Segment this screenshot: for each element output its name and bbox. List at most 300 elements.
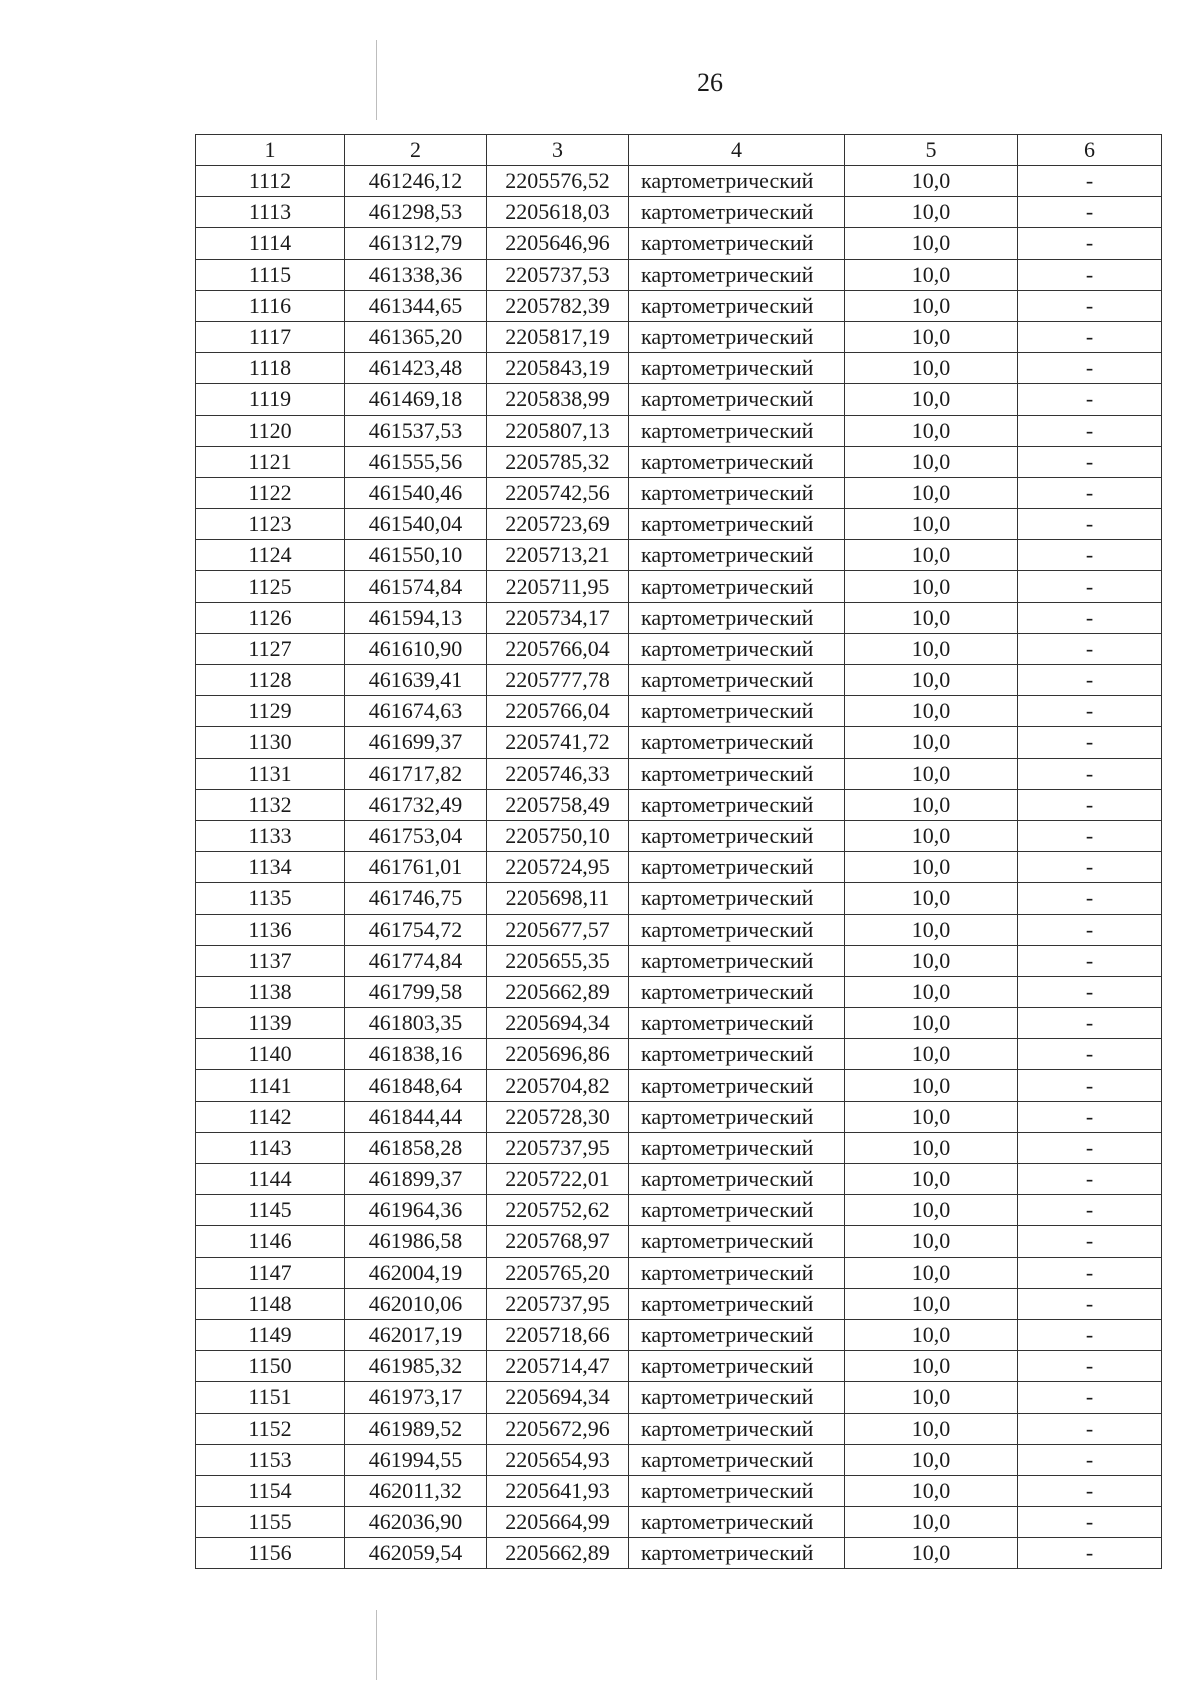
y-coordinate-cell: 2205817,19 (487, 321, 629, 352)
x-coordinate-cell: 461994,55 (345, 1444, 487, 1475)
accuracy-cell: 10,0 (845, 1070, 1018, 1101)
point-number-cell: 1137 (196, 945, 345, 976)
point-number-cell: 1150 (196, 1351, 345, 1382)
table-row (196, 1444, 1162, 1475)
description-cell: - (1018, 259, 1162, 290)
y-coordinate-cell: 2205765,20 (487, 1257, 629, 1288)
description-cell: - (1018, 945, 1162, 976)
accuracy-cell: 10,0 (845, 540, 1018, 571)
x-coordinate-cell: 461423,48 (345, 353, 487, 384)
x-coordinate-cell: 461986,58 (345, 1226, 487, 1257)
accuracy-cell: 10,0 (845, 1257, 1018, 1288)
point-number-cell: 1146 (196, 1226, 345, 1257)
table-row (196, 228, 1162, 259)
description-cell: - (1018, 384, 1162, 415)
method-cell: картометрический (629, 1351, 845, 1382)
accuracy-cell: 10,0 (845, 477, 1018, 508)
description-cell: - (1018, 1008, 1162, 1039)
point-number-cell: 1126 (196, 602, 345, 633)
description-cell: - (1018, 602, 1162, 633)
table-row (196, 1101, 1162, 1132)
description-cell: - (1018, 228, 1162, 259)
method-cell: картометрический (629, 571, 845, 602)
accuracy-cell: 10,0 (845, 353, 1018, 384)
description-cell: - (1018, 1039, 1162, 1070)
y-coordinate-cell: 2205576,52 (487, 166, 629, 197)
point-number-cell: 1131 (196, 758, 345, 789)
method-cell: картометрический (629, 1319, 845, 1350)
description-cell: - (1018, 446, 1162, 477)
y-coordinate-cell: 2205766,04 (487, 633, 629, 664)
point-number-cell: 1142 (196, 1101, 345, 1132)
accuracy-cell: 10,0 (845, 789, 1018, 820)
accuracy-cell: 10,0 (845, 259, 1018, 290)
point-number-cell: 1152 (196, 1413, 345, 1444)
x-coordinate-cell: 461899,37 (345, 1164, 487, 1195)
point-number-cell: 1113 (196, 197, 345, 228)
scan-artifact-bottom (376, 1610, 377, 1680)
point-number-cell: 1122 (196, 477, 345, 508)
description-cell: - (1018, 820, 1162, 851)
description-cell: - (1018, 1382, 1162, 1413)
column-header-3: 3 (487, 135, 629, 166)
table-row (196, 509, 1162, 540)
description-cell: - (1018, 696, 1162, 727)
table-row (196, 1319, 1162, 1350)
accuracy-cell: 10,0 (845, 1444, 1018, 1475)
x-coordinate-cell: 461537,53 (345, 415, 487, 446)
method-cell: картометрический (629, 1382, 845, 1413)
method-cell: картометрический (629, 353, 845, 384)
y-coordinate-cell: 2205737,95 (487, 1132, 629, 1163)
x-coordinate-cell: 461540,46 (345, 477, 487, 508)
y-coordinate-cell: 2205722,01 (487, 1164, 629, 1195)
accuracy-cell: 10,0 (845, 852, 1018, 883)
description-cell: - (1018, 1413, 1162, 1444)
coordinates-table (195, 134, 1162, 1569)
method-cell: картометрический (629, 1444, 845, 1475)
y-coordinate-cell: 2205654,93 (487, 1444, 629, 1475)
method-cell: картометрический (629, 1008, 845, 1039)
point-number-cell: 1144 (196, 1164, 345, 1195)
description-cell: - (1018, 758, 1162, 789)
x-coordinate-cell: 461989,52 (345, 1413, 487, 1444)
method-cell: картометрический (629, 1257, 845, 1288)
table-row (196, 1257, 1162, 1288)
method-cell: картометрический (629, 1226, 845, 1257)
x-coordinate-cell: 461246,12 (345, 166, 487, 197)
x-coordinate-cell: 461312,79 (345, 228, 487, 259)
table-row (196, 1164, 1162, 1195)
y-coordinate-cell: 2205641,93 (487, 1475, 629, 1506)
y-coordinate-cell: 2205768,97 (487, 1226, 629, 1257)
description-cell: - (1018, 1507, 1162, 1538)
accuracy-cell: 10,0 (845, 228, 1018, 259)
method-cell: картометрический (629, 197, 845, 228)
description-cell: - (1018, 166, 1162, 197)
x-coordinate-cell: 461610,90 (345, 633, 487, 664)
description-cell: - (1018, 290, 1162, 321)
method-cell: картометрический (629, 1039, 845, 1070)
method-cell: картометрический (629, 727, 845, 758)
column-header-6: 6 (1018, 135, 1162, 166)
accuracy-cell: 10,0 (845, 1132, 1018, 1163)
table-row (196, 259, 1162, 290)
x-coordinate-cell: 461858,28 (345, 1132, 487, 1163)
y-coordinate-cell: 2205737,95 (487, 1288, 629, 1319)
x-coordinate-cell: 461298,53 (345, 197, 487, 228)
method-cell: картометрический (629, 883, 845, 914)
description-cell: - (1018, 1132, 1162, 1163)
y-coordinate-cell: 2205718,66 (487, 1319, 629, 1350)
description-cell: - (1018, 727, 1162, 758)
y-coordinate-cell: 2205694,34 (487, 1382, 629, 1413)
point-number-cell: 1155 (196, 1507, 345, 1538)
accuracy-cell: 10,0 (845, 197, 1018, 228)
accuracy-cell: 10,0 (845, 945, 1018, 976)
y-coordinate-cell: 2205785,32 (487, 446, 629, 477)
y-coordinate-cell: 2205655,35 (487, 945, 629, 976)
description-cell: - (1018, 1164, 1162, 1195)
table-row (196, 197, 1162, 228)
method-cell: картометрический (629, 166, 845, 197)
accuracy-cell: 10,0 (845, 166, 1018, 197)
y-coordinate-cell: 2205807,13 (487, 415, 629, 446)
description-cell: - (1018, 353, 1162, 384)
method-cell: картометрический (629, 1132, 845, 1163)
point-number-cell: 1117 (196, 321, 345, 352)
method-cell: картометрический (629, 1475, 845, 1506)
table-row (196, 353, 1162, 384)
description-cell: - (1018, 321, 1162, 352)
x-coordinate-cell: 461848,64 (345, 1070, 487, 1101)
method-cell: картометрический (629, 633, 845, 664)
point-number-cell: 1124 (196, 540, 345, 571)
point-number-cell: 1119 (196, 384, 345, 415)
table-body (196, 166, 1162, 1569)
method-cell: картометрический (629, 1070, 845, 1101)
point-number-cell: 1156 (196, 1538, 345, 1569)
x-coordinate-cell: 462059,54 (345, 1538, 487, 1569)
y-coordinate-cell: 2205728,30 (487, 1101, 629, 1132)
method-cell: картометрический (629, 290, 845, 321)
accuracy-cell: 10,0 (845, 384, 1018, 415)
description-cell: - (1018, 571, 1162, 602)
table-row (196, 446, 1162, 477)
table-row (196, 758, 1162, 789)
table-row (196, 696, 1162, 727)
x-coordinate-cell: 461639,41 (345, 665, 487, 696)
table-row (196, 820, 1162, 851)
page-number: 26 (697, 68, 723, 97)
x-coordinate-cell: 462011,32 (345, 1475, 487, 1506)
y-coordinate-cell: 2205758,49 (487, 789, 629, 820)
point-number-cell: 1148 (196, 1288, 345, 1319)
point-number-cell: 1139 (196, 1008, 345, 1039)
point-number-cell: 1116 (196, 290, 345, 321)
accuracy-cell: 10,0 (845, 446, 1018, 477)
y-coordinate-cell: 2205696,86 (487, 1039, 629, 1070)
accuracy-cell: 10,0 (845, 758, 1018, 789)
x-coordinate-cell: 461964,36 (345, 1195, 487, 1226)
accuracy-cell: 10,0 (845, 633, 1018, 664)
accuracy-cell: 10,0 (845, 914, 1018, 945)
accuracy-cell: 10,0 (845, 1288, 1018, 1319)
y-coordinate-cell: 2205672,96 (487, 1413, 629, 1444)
table-row (196, 1288, 1162, 1319)
method-cell: картометрический (629, 384, 845, 415)
x-coordinate-cell: 461540,04 (345, 509, 487, 540)
y-coordinate-cell: 2205752,62 (487, 1195, 629, 1226)
method-cell: картометрический (629, 1101, 845, 1132)
y-coordinate-cell: 2205646,96 (487, 228, 629, 259)
x-coordinate-cell: 461550,10 (345, 540, 487, 571)
description-cell: - (1018, 1288, 1162, 1319)
y-coordinate-cell: 2205618,03 (487, 197, 629, 228)
accuracy-cell: 10,0 (845, 1195, 1018, 1226)
y-coordinate-cell: 2205724,95 (487, 852, 629, 883)
x-coordinate-cell: 461338,36 (345, 259, 487, 290)
column-header-2: 2 (345, 135, 487, 166)
x-coordinate-cell: 461799,58 (345, 976, 487, 1007)
x-coordinate-cell: 461746,75 (345, 883, 487, 914)
method-cell: картометрический (629, 446, 845, 477)
description-cell: - (1018, 1475, 1162, 1506)
point-number-cell: 1128 (196, 665, 345, 696)
description-cell: - (1018, 914, 1162, 945)
accuracy-cell: 10,0 (845, 602, 1018, 633)
method-cell: картометрический (629, 914, 845, 945)
y-coordinate-cell: 2205734,17 (487, 602, 629, 633)
accuracy-cell: 10,0 (845, 1507, 1018, 1538)
x-coordinate-cell: 461574,84 (345, 571, 487, 602)
description-cell: - (1018, 197, 1162, 228)
y-coordinate-cell: 2205741,72 (487, 727, 629, 758)
accuracy-cell: 10,0 (845, 1475, 1018, 1506)
x-coordinate-cell: 461365,20 (345, 321, 487, 352)
x-coordinate-cell: 461732,49 (345, 789, 487, 820)
table-row (196, 1039, 1162, 1070)
table-row (196, 976, 1162, 1007)
accuracy-cell: 10,0 (845, 1319, 1018, 1350)
method-cell: картометрический (629, 789, 845, 820)
table-row (196, 1413, 1162, 1444)
y-coordinate-cell: 2205838,99 (487, 384, 629, 415)
point-number-cell: 1140 (196, 1039, 345, 1070)
accuracy-cell: 10,0 (845, 696, 1018, 727)
method-cell: картометрический (629, 976, 845, 1007)
accuracy-cell: 10,0 (845, 727, 1018, 758)
table-row (196, 1382, 1162, 1413)
point-number-cell: 1123 (196, 509, 345, 540)
point-number-cell: 1129 (196, 696, 345, 727)
table-row (196, 166, 1162, 197)
method-cell: картометрический (629, 602, 845, 633)
description-cell: - (1018, 1538, 1162, 1569)
point-number-cell: 1143 (196, 1132, 345, 1163)
y-coordinate-cell: 2205713,21 (487, 540, 629, 571)
accuracy-cell: 10,0 (845, 1101, 1018, 1132)
method-cell: картометрический (629, 820, 845, 851)
accuracy-cell: 10,0 (845, 883, 1018, 914)
y-coordinate-cell: 2205664,99 (487, 1507, 629, 1538)
point-number-cell: 1149 (196, 1319, 345, 1350)
accuracy-cell: 10,0 (845, 571, 1018, 602)
y-coordinate-cell: 2205782,39 (487, 290, 629, 321)
description-cell: - (1018, 1257, 1162, 1288)
table-row (196, 290, 1162, 321)
y-coordinate-cell: 2205698,11 (487, 883, 629, 914)
table-row (196, 665, 1162, 696)
method-cell: картометрический (629, 1164, 845, 1195)
y-coordinate-cell: 2205742,56 (487, 477, 629, 508)
y-coordinate-cell: 2205704,82 (487, 1070, 629, 1101)
method-cell: картометрический (629, 1507, 845, 1538)
x-coordinate-cell: 461754,72 (345, 914, 487, 945)
table-row (196, 1132, 1162, 1163)
x-coordinate-cell: 462010,06 (345, 1288, 487, 1319)
y-coordinate-cell: 2205843,19 (487, 353, 629, 384)
y-coordinate-cell: 2205723,69 (487, 509, 629, 540)
x-coordinate-cell: 462036,90 (345, 1507, 487, 1538)
method-cell: картометрический (629, 945, 845, 976)
y-coordinate-cell: 2205714,47 (487, 1351, 629, 1382)
table-row (196, 321, 1162, 352)
method-cell: картометрический (629, 1413, 845, 1444)
table-row (196, 1507, 1162, 1538)
point-number-cell: 1132 (196, 789, 345, 820)
table-header-row (196, 135, 1162, 166)
method-cell: картометрический (629, 1538, 845, 1569)
x-coordinate-cell: 461717,82 (345, 758, 487, 789)
table-row (196, 1008, 1162, 1039)
point-number-cell: 1141 (196, 1070, 345, 1101)
accuracy-cell: 10,0 (845, 509, 1018, 540)
description-cell: - (1018, 665, 1162, 696)
method-cell: картометрический (629, 259, 845, 290)
accuracy-cell: 10,0 (845, 290, 1018, 321)
method-cell: картометрический (629, 665, 845, 696)
point-number-cell: 1115 (196, 259, 345, 290)
x-coordinate-cell: 461699,37 (345, 727, 487, 758)
method-cell: картометрический (629, 477, 845, 508)
point-number-cell: 1135 (196, 883, 345, 914)
y-coordinate-cell: 2205777,78 (487, 665, 629, 696)
point-number-cell: 1134 (196, 852, 345, 883)
x-coordinate-cell: 461753,04 (345, 820, 487, 851)
description-cell: - (1018, 1070, 1162, 1101)
y-coordinate-cell: 2205711,95 (487, 571, 629, 602)
table-row (196, 1226, 1162, 1257)
column-header-4: 4 (629, 135, 845, 166)
point-number-cell: 1125 (196, 571, 345, 602)
description-cell: - (1018, 789, 1162, 820)
method-cell: картометрический (629, 540, 845, 571)
point-number-cell: 1133 (196, 820, 345, 851)
description-cell: - (1018, 509, 1162, 540)
table-row (196, 571, 1162, 602)
x-coordinate-cell: 461761,01 (345, 852, 487, 883)
accuracy-cell: 10,0 (845, 1226, 1018, 1257)
point-number-cell: 1121 (196, 446, 345, 477)
accuracy-cell: 10,0 (845, 665, 1018, 696)
method-cell: картометрический (629, 415, 845, 446)
table-row (196, 415, 1162, 446)
x-coordinate-cell: 462004,19 (345, 1257, 487, 1288)
table-row (196, 1351, 1162, 1382)
description-cell: - (1018, 633, 1162, 664)
point-number-cell: 1118 (196, 353, 345, 384)
description-cell: - (1018, 415, 1162, 446)
x-coordinate-cell: 462017,19 (345, 1319, 487, 1350)
table-row (196, 384, 1162, 415)
point-number-cell: 1154 (196, 1475, 345, 1506)
table-row (196, 1070, 1162, 1101)
description-cell: - (1018, 477, 1162, 508)
point-number-cell: 1136 (196, 914, 345, 945)
table-row (196, 945, 1162, 976)
x-coordinate-cell: 461594,13 (345, 602, 487, 633)
point-number-cell: 1153 (196, 1444, 345, 1475)
description-cell: - (1018, 1195, 1162, 1226)
method-cell: картометрический (629, 758, 845, 789)
table-row (196, 540, 1162, 571)
point-number-cell: 1130 (196, 727, 345, 758)
description-cell: - (1018, 852, 1162, 883)
table-row (196, 633, 1162, 664)
accuracy-cell: 10,0 (845, 820, 1018, 851)
point-number-cell: 1114 (196, 228, 345, 259)
accuracy-cell: 10,0 (845, 1008, 1018, 1039)
table-row (196, 789, 1162, 820)
x-coordinate-cell: 461844,44 (345, 1101, 487, 1132)
accuracy-cell: 10,0 (845, 1413, 1018, 1444)
accuracy-cell: 10,0 (845, 415, 1018, 446)
y-coordinate-cell: 2205737,53 (487, 259, 629, 290)
column-header-5: 5 (845, 135, 1018, 166)
accuracy-cell: 10,0 (845, 976, 1018, 1007)
y-coordinate-cell: 2205662,89 (487, 976, 629, 1007)
description-cell: - (1018, 976, 1162, 1007)
accuracy-cell: 10,0 (845, 1351, 1018, 1382)
point-number-cell: 1151 (196, 1382, 345, 1413)
method-cell: картометрический (629, 228, 845, 259)
description-cell: - (1018, 1351, 1162, 1382)
table-row (196, 727, 1162, 758)
point-number-cell: 1112 (196, 166, 345, 197)
y-coordinate-cell: 2205746,33 (487, 758, 629, 789)
y-coordinate-cell: 2205677,57 (487, 914, 629, 945)
point-number-cell: 1138 (196, 976, 345, 1007)
table-row (196, 1538, 1162, 1569)
description-cell: - (1018, 883, 1162, 914)
x-coordinate-cell: 461803,35 (345, 1008, 487, 1039)
x-coordinate-cell: 461838,16 (345, 1039, 487, 1070)
x-coordinate-cell: 461973,17 (345, 1382, 487, 1413)
table-row (196, 1195, 1162, 1226)
point-number-cell: 1127 (196, 633, 345, 664)
y-coordinate-cell: 2205766,04 (487, 696, 629, 727)
y-coordinate-cell: 2205662,89 (487, 1538, 629, 1569)
description-cell: - (1018, 1101, 1162, 1132)
x-coordinate-cell: 461774,84 (345, 945, 487, 976)
table-row (196, 852, 1162, 883)
method-cell: картометрический (629, 321, 845, 352)
description-cell: - (1018, 1226, 1162, 1257)
y-coordinate-cell: 2205750,10 (487, 820, 629, 851)
table-row (196, 1475, 1162, 1506)
point-number-cell: 1145 (196, 1195, 345, 1226)
